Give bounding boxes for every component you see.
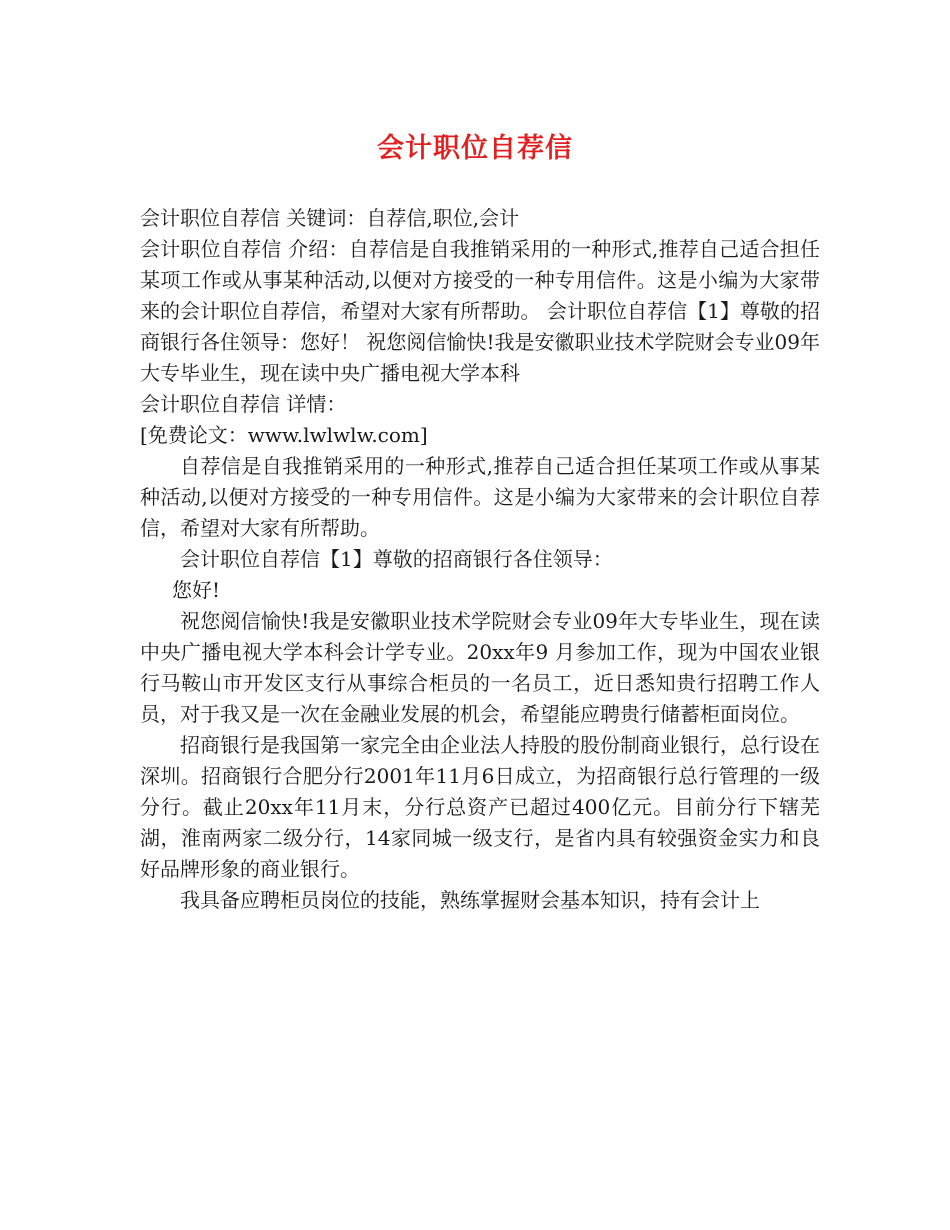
paragraph-3: 祝您阅信愉快!我是安徽职业技术学院财会专业09年大专毕业生，现在读中央广播电视大学本科会计学专业。20xx年9 月参加工作，现为中国农业银行马鞍山市开发区支行从事综合柜员的一名员工，近日悉知贵行招聘工作人员，对于我又是一次在金融业发展的机会，希望能应聘贵行储蓄柜面岗位。 (140, 609, 820, 726)
document-title: 会计职位自荐信 (377, 133, 573, 164)
paragraph-2: 会计职位自荐信【1】尊敬的招商银行各住领导： (180, 547, 613, 571)
keywords-line: 会计职位自荐信 关键词：自荐信,职位,会计 (140, 206, 520, 230)
document-body (140, 203, 820, 916)
source-line: [免费论文：www.lwlwlw.com] (140, 423, 428, 447)
details-line: 会计职位自荐信 详情： (140, 392, 347, 416)
intro-line: 会计职位自荐信 介绍：自荐信是自我推销采用的一种形式,推荐自己适合担任某项工作或从事某种活动,以便对方接受的一种专用信件。这是小编为大家带来的会计职位自荐信，希望对大家有所帮助。 会计职位自荐信【1】尊敬的招商银行各住领导：您好！ 祝您阅信愉快!我是安徽职业技术学院财会专业09年大专毕业生，现在读中央广播电视大学本科 (140, 237, 820, 385)
paragraph-5: 我具备应聘柜员岗位的技能，熟练掌握财会基本知识，持有会计上 (180, 888, 760, 912)
greeting: 您好! (172, 578, 221, 602)
paragraph-1: 自荐信是自我推销采用的一种形式,推荐自己适合担任某项工作或从事某种活动,以便对方接受的一种专用信件。这是小编为大家带来的会计职位自荐信，希望对大家有所帮助。 (140, 454, 820, 540)
paragraph-4: 招商银行是我国第一家完全由企业法人持股的股份制商业银行，总行设在深圳。招商银行合肥分行2001年11月6日成立，为招商银行总行管理的一级分行。截止20xx年11月末，分行总资产已超过400亿元。目前分行下辖芜湖，淮南两家二级分行，14家同城一级支行，是省内具有较强资金实力和良好品牌形象的商业银行。 (140, 733, 820, 881)
